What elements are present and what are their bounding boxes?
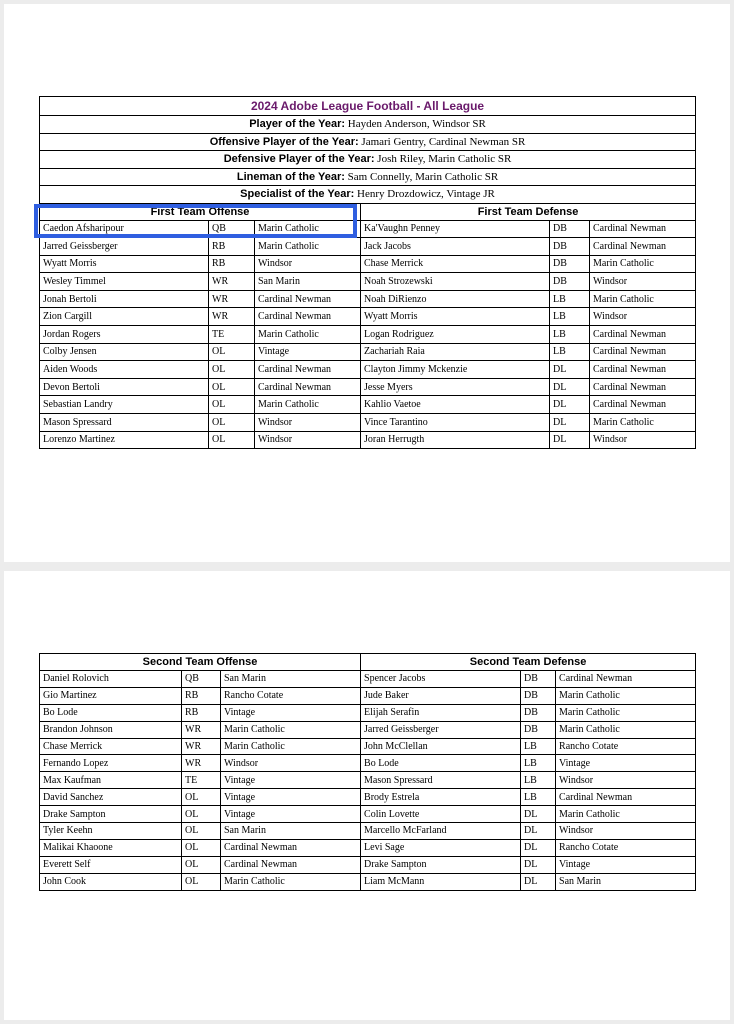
first-team-offense-header: First Team Offense bbox=[40, 203, 361, 220]
offense-player-name: Chase Merrick bbox=[40, 738, 182, 755]
offense-position: QB bbox=[209, 220, 255, 238]
second-team-table bbox=[39, 653, 696, 891]
defense-school: Cardinal Newman bbox=[590, 378, 696, 396]
offense-player-name: Wesley Timmel bbox=[40, 273, 209, 291]
defense-position: DL bbox=[550, 361, 590, 379]
defense-position: DB bbox=[521, 704, 556, 721]
table-row bbox=[40, 343, 696, 361]
offense-player-name: Gio Martinez bbox=[40, 687, 182, 704]
defense-school: Cardinal Newman bbox=[590, 396, 696, 414]
defense-school: Marin Catholic bbox=[556, 806, 696, 823]
award-player-of-year bbox=[40, 116, 696, 134]
offense-school: Marin Catholic bbox=[221, 738, 361, 755]
defense-player-name: Jarred Geissberger bbox=[361, 721, 521, 738]
table-row bbox=[40, 704, 696, 721]
offense-school: Marin Catholic bbox=[221, 721, 361, 738]
offense-player-name: Sebastian Landry bbox=[40, 396, 209, 414]
offense-player-name: Devon Bertoli bbox=[40, 378, 209, 396]
offense-position: TE bbox=[209, 326, 255, 344]
offense-school: Rancho Cotate bbox=[221, 687, 361, 704]
table-row bbox=[40, 290, 696, 308]
offense-school: Vintage bbox=[221, 772, 361, 789]
offense-school: Vintage bbox=[221, 806, 361, 823]
table-row bbox=[40, 755, 696, 772]
defense-player-name: Mason Spressard bbox=[361, 772, 521, 789]
defense-position: DL bbox=[521, 856, 556, 873]
offense-school: Cardinal Newman bbox=[255, 378, 361, 396]
table-row bbox=[40, 856, 696, 873]
award-value: Josh Riley, Marin Catholic SR bbox=[377, 153, 512, 166]
offense-position: OL bbox=[182, 873, 221, 890]
defense-player-name: Marcello McFarland bbox=[361, 823, 521, 840]
defense-position: DB bbox=[521, 671, 556, 688]
defense-position: DL bbox=[521, 839, 556, 856]
table-row bbox=[40, 873, 696, 890]
offense-position: OL bbox=[209, 431, 255, 449]
offense-player-name: Jonah Bertoli bbox=[40, 290, 209, 308]
defense-school: Cardinal Newman bbox=[590, 361, 696, 379]
offense-player-name: Mason Spressard bbox=[40, 414, 209, 432]
offense-position: WR bbox=[209, 273, 255, 291]
offense-position: RB bbox=[182, 704, 221, 721]
offense-player-name: Bo Lode bbox=[40, 704, 182, 721]
defense-player-name: Zachariah Raia bbox=[361, 343, 550, 361]
offense-school: San Marin bbox=[221, 671, 361, 688]
defense-position: DB bbox=[550, 255, 590, 273]
offense-position: OL bbox=[209, 414, 255, 432]
offense-player-name: Malikai Khaoone bbox=[40, 839, 182, 856]
offense-player-name: David Sanchez bbox=[40, 789, 182, 806]
defense-school: Marin Catholic bbox=[556, 687, 696, 704]
offense-player-name: John Cook bbox=[40, 873, 182, 890]
table-row bbox=[40, 806, 696, 823]
defense-school: San Marin bbox=[556, 873, 696, 890]
offense-player-name: Drake Sampton bbox=[40, 806, 182, 823]
offense-player-name: Max Kaufman bbox=[40, 772, 182, 789]
defense-school: Rancho Cotate bbox=[556, 738, 696, 755]
defense-position: LB bbox=[550, 308, 590, 326]
offense-player-name: Zion Cargill bbox=[40, 308, 209, 326]
defense-position: DB bbox=[521, 687, 556, 704]
offense-position: OL bbox=[209, 361, 255, 379]
offense-position: RB bbox=[182, 687, 221, 704]
table-row bbox=[40, 273, 696, 291]
defense-school: Cardinal Newman bbox=[590, 220, 696, 238]
defense-position: DL bbox=[521, 806, 556, 823]
offense-position: OL bbox=[182, 823, 221, 840]
defense-position: DL bbox=[521, 873, 556, 890]
defense-school: Windsor bbox=[556, 772, 696, 789]
defense-player-name: Elijah Serafin bbox=[361, 704, 521, 721]
defense-school: Vintage bbox=[556, 755, 696, 772]
defense-player-name: Vince Tarantino bbox=[361, 414, 550, 432]
defense-position: DB bbox=[550, 273, 590, 291]
offense-position: OL bbox=[182, 789, 221, 806]
offense-school: Cardinal Newman bbox=[221, 839, 361, 856]
table-row bbox=[40, 721, 696, 738]
table-row bbox=[40, 687, 696, 704]
defense-position: LB bbox=[550, 290, 590, 308]
award-lineman bbox=[40, 168, 696, 186]
offense-player-name: Everett Self bbox=[40, 856, 182, 873]
offense-school: Marin Catholic bbox=[255, 220, 361, 238]
table-row bbox=[40, 431, 696, 449]
defense-school: Cardinal Newman bbox=[556, 789, 696, 806]
defense-position: LB bbox=[521, 738, 556, 755]
defense-position: DL bbox=[550, 431, 590, 449]
offense-player-name: Aiden Woods bbox=[40, 361, 209, 379]
defense-player-name: Ka'Vaughn Penney bbox=[361, 220, 550, 238]
table-row bbox=[40, 361, 696, 379]
offense-position: OL bbox=[182, 806, 221, 823]
defense-player-name: Noah Strozewski bbox=[361, 273, 550, 291]
defense-player-name: Wyatt Morris bbox=[361, 308, 550, 326]
table-row bbox=[40, 326, 696, 344]
offense-position: WR bbox=[209, 290, 255, 308]
defense-player-name: Kahlio Vaetoe bbox=[361, 396, 550, 414]
offense-school: Windsor bbox=[255, 431, 361, 449]
table-row bbox=[40, 396, 696, 414]
first-team-table bbox=[39, 96, 696, 449]
offense-school: Marin Catholic bbox=[255, 326, 361, 344]
offense-position: TE bbox=[182, 772, 221, 789]
defense-player-name: Drake Sampton bbox=[361, 856, 521, 873]
defense-position: DL bbox=[550, 378, 590, 396]
offense-player-name: Colby Jensen bbox=[40, 343, 209, 361]
defense-school: Marin Catholic bbox=[590, 255, 696, 273]
defense-player-name: Noah DiRienzo bbox=[361, 290, 550, 308]
defense-school: Cardinal Newman bbox=[590, 326, 696, 344]
table-row bbox=[40, 823, 696, 840]
offense-school: Cardinal Newman bbox=[255, 290, 361, 308]
defense-position: LB bbox=[550, 326, 590, 344]
offense-position: QB bbox=[182, 671, 221, 688]
defense-player-name: Bo Lode bbox=[361, 755, 521, 772]
offense-position: RB bbox=[209, 238, 255, 256]
offense-position: WR bbox=[182, 738, 221, 755]
defense-player-name: Liam McMann bbox=[361, 873, 521, 890]
offense-school: San Marin bbox=[221, 823, 361, 840]
offense-player-name: Lorenzo Martinez bbox=[40, 431, 209, 449]
award-label: Lineman of the Year: bbox=[236, 170, 345, 183]
offense-player-name: Brandon Johnson bbox=[40, 721, 182, 738]
defense-position: DL bbox=[550, 414, 590, 432]
defense-position: DL bbox=[521, 823, 556, 840]
document-page-2 bbox=[4, 571, 730, 1020]
second-team-offense-header: Second Team Offense bbox=[40, 654, 361, 671]
table-row bbox=[40, 738, 696, 755]
defense-player-name: Logan Rodriguez bbox=[361, 326, 550, 344]
offense-player-name: Jordan Rogers bbox=[40, 326, 209, 344]
award-label: Player of the Year: bbox=[249, 118, 346, 131]
table-row bbox=[40, 238, 696, 256]
award-label: Offensive Player of the Year: bbox=[209, 135, 359, 148]
table-row bbox=[40, 789, 696, 806]
offense-player-name: Wyatt Morris bbox=[40, 255, 209, 273]
award-defensive-player bbox=[40, 151, 696, 169]
award-label: Defensive Player of the Year: bbox=[223, 153, 375, 166]
defense-school: Windsor bbox=[590, 308, 696, 326]
defense-school: Vintage bbox=[556, 856, 696, 873]
defense-player-name: Jack Jacobs bbox=[361, 238, 550, 256]
defense-school: Windsor bbox=[590, 431, 696, 449]
award-label: Specialist of the Year: bbox=[240, 188, 355, 201]
defense-player-name: Colin Lovette bbox=[361, 806, 521, 823]
defense-position: DB bbox=[521, 721, 556, 738]
defense-position: DB bbox=[550, 220, 590, 238]
offense-school: Windsor bbox=[255, 414, 361, 432]
defense-player-name: Clayton Jimmy Mckenzie bbox=[361, 361, 550, 379]
award-value: Hayden Anderson, Windsor SR bbox=[347, 118, 486, 131]
document-page-1 bbox=[4, 4, 730, 562]
offense-school: Windsor bbox=[221, 755, 361, 772]
defense-player-name: Spencer Jacobs bbox=[361, 671, 521, 688]
offense-position: OL bbox=[209, 378, 255, 396]
defense-school: Windsor bbox=[590, 273, 696, 291]
offense-school: Marin Catholic bbox=[221, 873, 361, 890]
defense-position: DB bbox=[550, 238, 590, 256]
offense-school: Cardinal Newman bbox=[255, 308, 361, 326]
award-offensive-player bbox=[40, 133, 696, 151]
award-value: Jamari Gentry, Cardinal Newman SR bbox=[361, 135, 526, 148]
offense-position: OL bbox=[182, 839, 221, 856]
offense-position: WR bbox=[182, 721, 221, 738]
offense-school: Vintage bbox=[255, 343, 361, 361]
offense-position: WR bbox=[209, 308, 255, 326]
offense-school: Vintage bbox=[221, 789, 361, 806]
table-row bbox=[40, 839, 696, 856]
defense-school: Windsor bbox=[556, 823, 696, 840]
selection-highlight-box bbox=[34, 204, 357, 238]
offense-school: Cardinal Newman bbox=[255, 361, 361, 379]
defense-player-name: Joran Herrugth bbox=[361, 431, 550, 449]
defense-player-name: Jude Baker bbox=[361, 687, 521, 704]
defense-school: Marin Catholic bbox=[590, 414, 696, 432]
offense-position: OL bbox=[209, 396, 255, 414]
offense-school: Marin Catholic bbox=[255, 238, 361, 256]
table-row bbox=[40, 378, 696, 396]
defense-position: LB bbox=[550, 343, 590, 361]
table-row bbox=[40, 671, 696, 688]
defense-school: Rancho Cotate bbox=[556, 839, 696, 856]
offense-school: Cardinal Newman bbox=[221, 856, 361, 873]
defense-school: Cardinal Newman bbox=[590, 343, 696, 361]
defense-school: Marin Catholic bbox=[556, 721, 696, 738]
league-title: 2024 Adobe League Football - All League bbox=[40, 97, 696, 116]
defense-player-name: Levi Sage bbox=[361, 839, 521, 856]
defense-school: Marin Catholic bbox=[590, 290, 696, 308]
offense-school: San Marin bbox=[255, 273, 361, 291]
defense-player-name: Brody Estrela bbox=[361, 789, 521, 806]
offense-player-name: Daniel Rolovich bbox=[40, 671, 182, 688]
first-team-defense-header: First Team Defense bbox=[361, 203, 696, 220]
table-row bbox=[40, 308, 696, 326]
offense-player-name: Tyler Keehn bbox=[40, 823, 182, 840]
offense-school: Marin Catholic bbox=[255, 396, 361, 414]
offense-position: OL bbox=[209, 343, 255, 361]
defense-position: LB bbox=[521, 755, 556, 772]
offense-player-name: Jarred Geissberger bbox=[40, 238, 209, 256]
table-row bbox=[40, 255, 696, 273]
table-row bbox=[40, 772, 696, 789]
award-value: Sam Connelly, Marin Catholic SR bbox=[347, 170, 499, 183]
offense-position: RB bbox=[209, 255, 255, 273]
defense-school: Cardinal Newman bbox=[556, 671, 696, 688]
table-row bbox=[40, 414, 696, 432]
offense-position: OL bbox=[182, 856, 221, 873]
offense-player-name: Caedon Afsharipour bbox=[40, 220, 209, 238]
offense-player-name: Fernando Lopez bbox=[40, 755, 182, 772]
offense-school: Windsor bbox=[255, 255, 361, 273]
defense-position: DL bbox=[550, 396, 590, 414]
second-team-defense-header: Second Team Defense bbox=[361, 654, 696, 671]
award-specialist bbox=[40, 186, 696, 204]
defense-position: LB bbox=[521, 772, 556, 789]
defense-position: LB bbox=[521, 789, 556, 806]
defense-player-name: John McClellan bbox=[361, 738, 521, 755]
offense-school: Vintage bbox=[221, 704, 361, 721]
offense-position: WR bbox=[182, 755, 221, 772]
defense-school: Cardinal Newman bbox=[590, 238, 696, 256]
defense-player-name: Chase Merrick bbox=[361, 255, 550, 273]
award-value: Henry Drozdowicz, Vintage JR bbox=[357, 188, 495, 201]
defense-school: Marin Catholic bbox=[556, 704, 696, 721]
defense-player-name: Jesse Myers bbox=[361, 378, 550, 396]
